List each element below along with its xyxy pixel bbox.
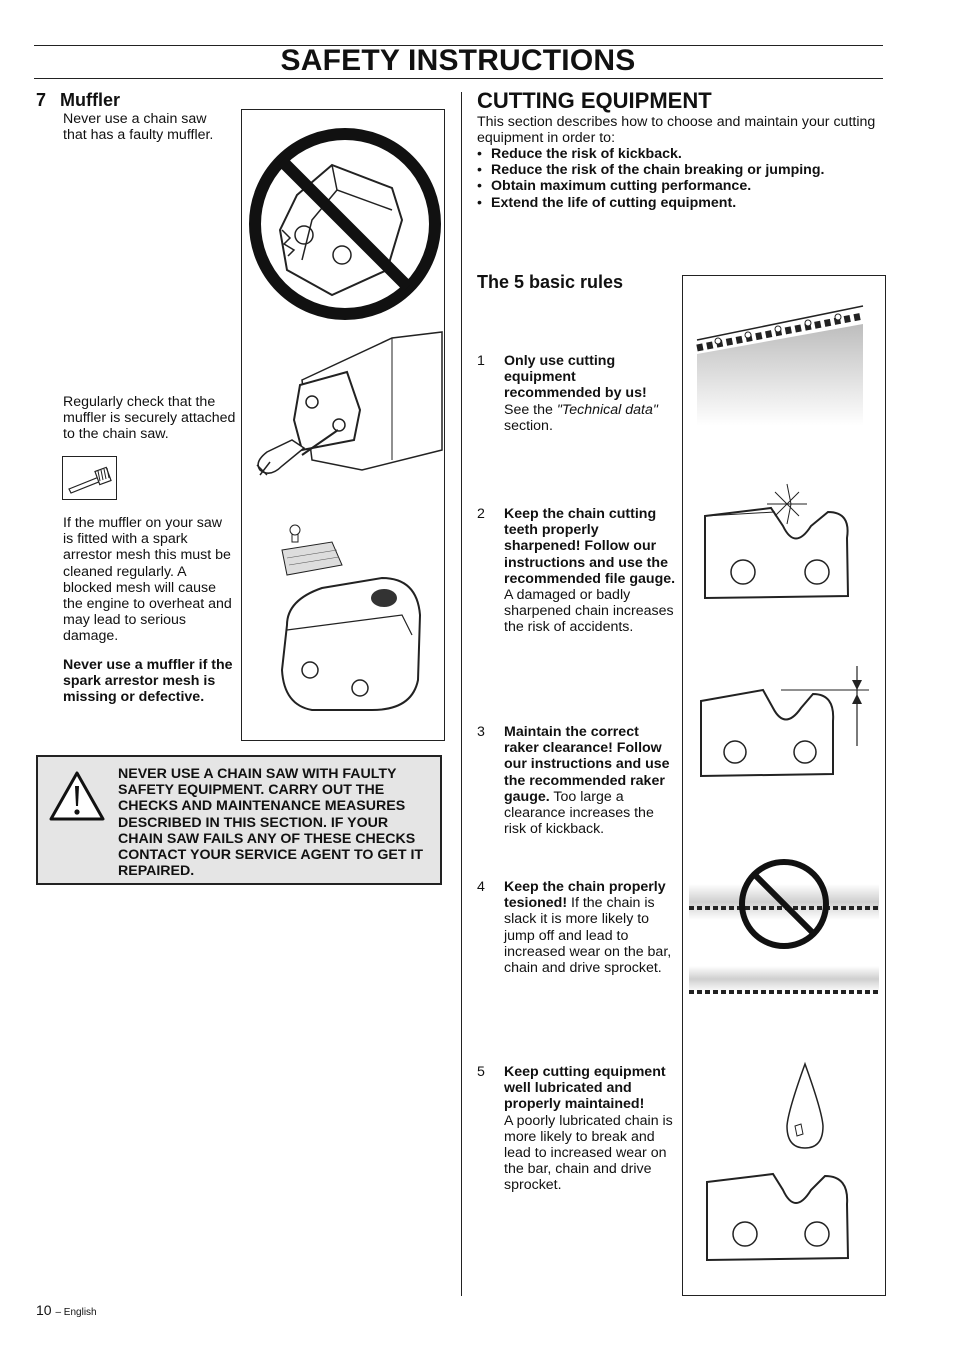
list-item: • Obtain maximum cutting performance. <box>477 178 887 194</box>
rule-4-text: Keep the chain properly tesioned! If the chain is slack it is more likely to jump off and lead to increased wear on the bar, chain and drive sprocket. <box>504 879 672 977</box>
muffler-check-text: Regularly check that the muffler is securely attached to the chain saw. <box>63 394 236 443</box>
muffler-intro: Never use a chain saw that has a faulty muffler. <box>63 111 214 144</box>
page-title: SAFETY INSTRUCTIONS <box>280 44 636 77</box>
page-footer: 10 – English <box>36 1302 97 1318</box>
basic-rules-heading: The 5 basic rules <box>477 272 624 292</box>
muffler-illustration-panel <box>241 109 445 741</box>
muffler-heading: 7 Muffler <box>36 90 121 110</box>
chain-bar-illustration <box>697 306 863 426</box>
slack-chain-prohibited-icon <box>689 862 879 992</box>
rule-3-text: Maintain the correct raker clearance! Follow our instructions and use the recommended raker gauge. Too large a clearance increases the risk of kickback. <box>504 724 670 838</box>
raker-clearance-illustration <box>701 666 869 776</box>
cutting-equipment-heading: CUTTING EQUIPMENT <box>477 88 712 113</box>
muffler-screwdriver-illustration <box>257 332 442 475</box>
list-item: • Extend the life of cutting equipment. <box>477 195 887 211</box>
cutting-equipment-intro: This section describes how to choose and maintain your cutting equipment in order to: <box>477 114 876 147</box>
title-rule <box>34 78 883 79</box>
faulty-muffler-prohibited-icon <box>255 134 435 314</box>
spark-arrestor-warning: Never use a muffler if the spark arrestor mesh is missing or defective. <box>63 657 233 706</box>
brush-tool-icon <box>62 456 117 500</box>
rule-number-2: 2 <box>477 506 485 522</box>
lubricated-cutter-tooth-illustration <box>707 1174 848 1260</box>
rule-2-text: Keep the chain cutting teeth properly sharpened! Follow our instructions and use the recommended file gauge. A damaged or badly sharpened chain increases the risk of accidents. <box>504 506 676 636</box>
rule-number-5: 5 <box>477 1064 485 1080</box>
rule-number-3: 3 <box>477 724 485 740</box>
safety-warning-text: NEVER USE A CHAIN SAW WITH FAULTY SAFETY EQUIPMENT. CARRY OUT THE CHECKS AND MAINTENANCE MEASURES DESCRIBED IN THIS SECTION. IF YOUR CHAIN SAW FAILS ANY OF THESE CHECKS CONTACT YOUR SERVICE AGENT TO GET IT REPAIRED. <box>118 766 424 880</box>
list-item: • Reduce the risk of kickback. <box>477 146 887 162</box>
rule-number-1: 1 <box>477 353 485 369</box>
cutting-rules-illustration-panel <box>682 275 886 1296</box>
spark-arrestor-muffler-illustration <box>282 525 420 710</box>
spark-arrestor-text: If the muffler on your saw is fitted with a spark arrestor mesh this must be cleaned regularly. A blocked mesh will cause the engine to overheat and may lead to serious damage. <box>63 515 232 645</box>
list-item: • Reduce the risk of the chain breaking or jumping. <box>477 162 887 178</box>
column-divider <box>461 92 462 1296</box>
oil-drop-icon <box>787 1064 823 1148</box>
rule-number-4: 4 <box>477 879 485 895</box>
warning-triangle-icon <box>48 770 106 822</box>
rule-5-text: Keep cutting equipment well lubricated and properly maintained! A poorly lubricated chain is more likely to break and lead to increased wear on the bar, chain and drive sprocket. <box>504 1064 673 1194</box>
safety-warning-box <box>36 755 442 885</box>
sharpened-cutter-tooth-illustration <box>705 484 848 598</box>
cutting-goals-list <box>477 146 887 211</box>
rule-1-text: Only use cutting equipment recommended by us! See the "Technical data" section. <box>504 353 658 434</box>
